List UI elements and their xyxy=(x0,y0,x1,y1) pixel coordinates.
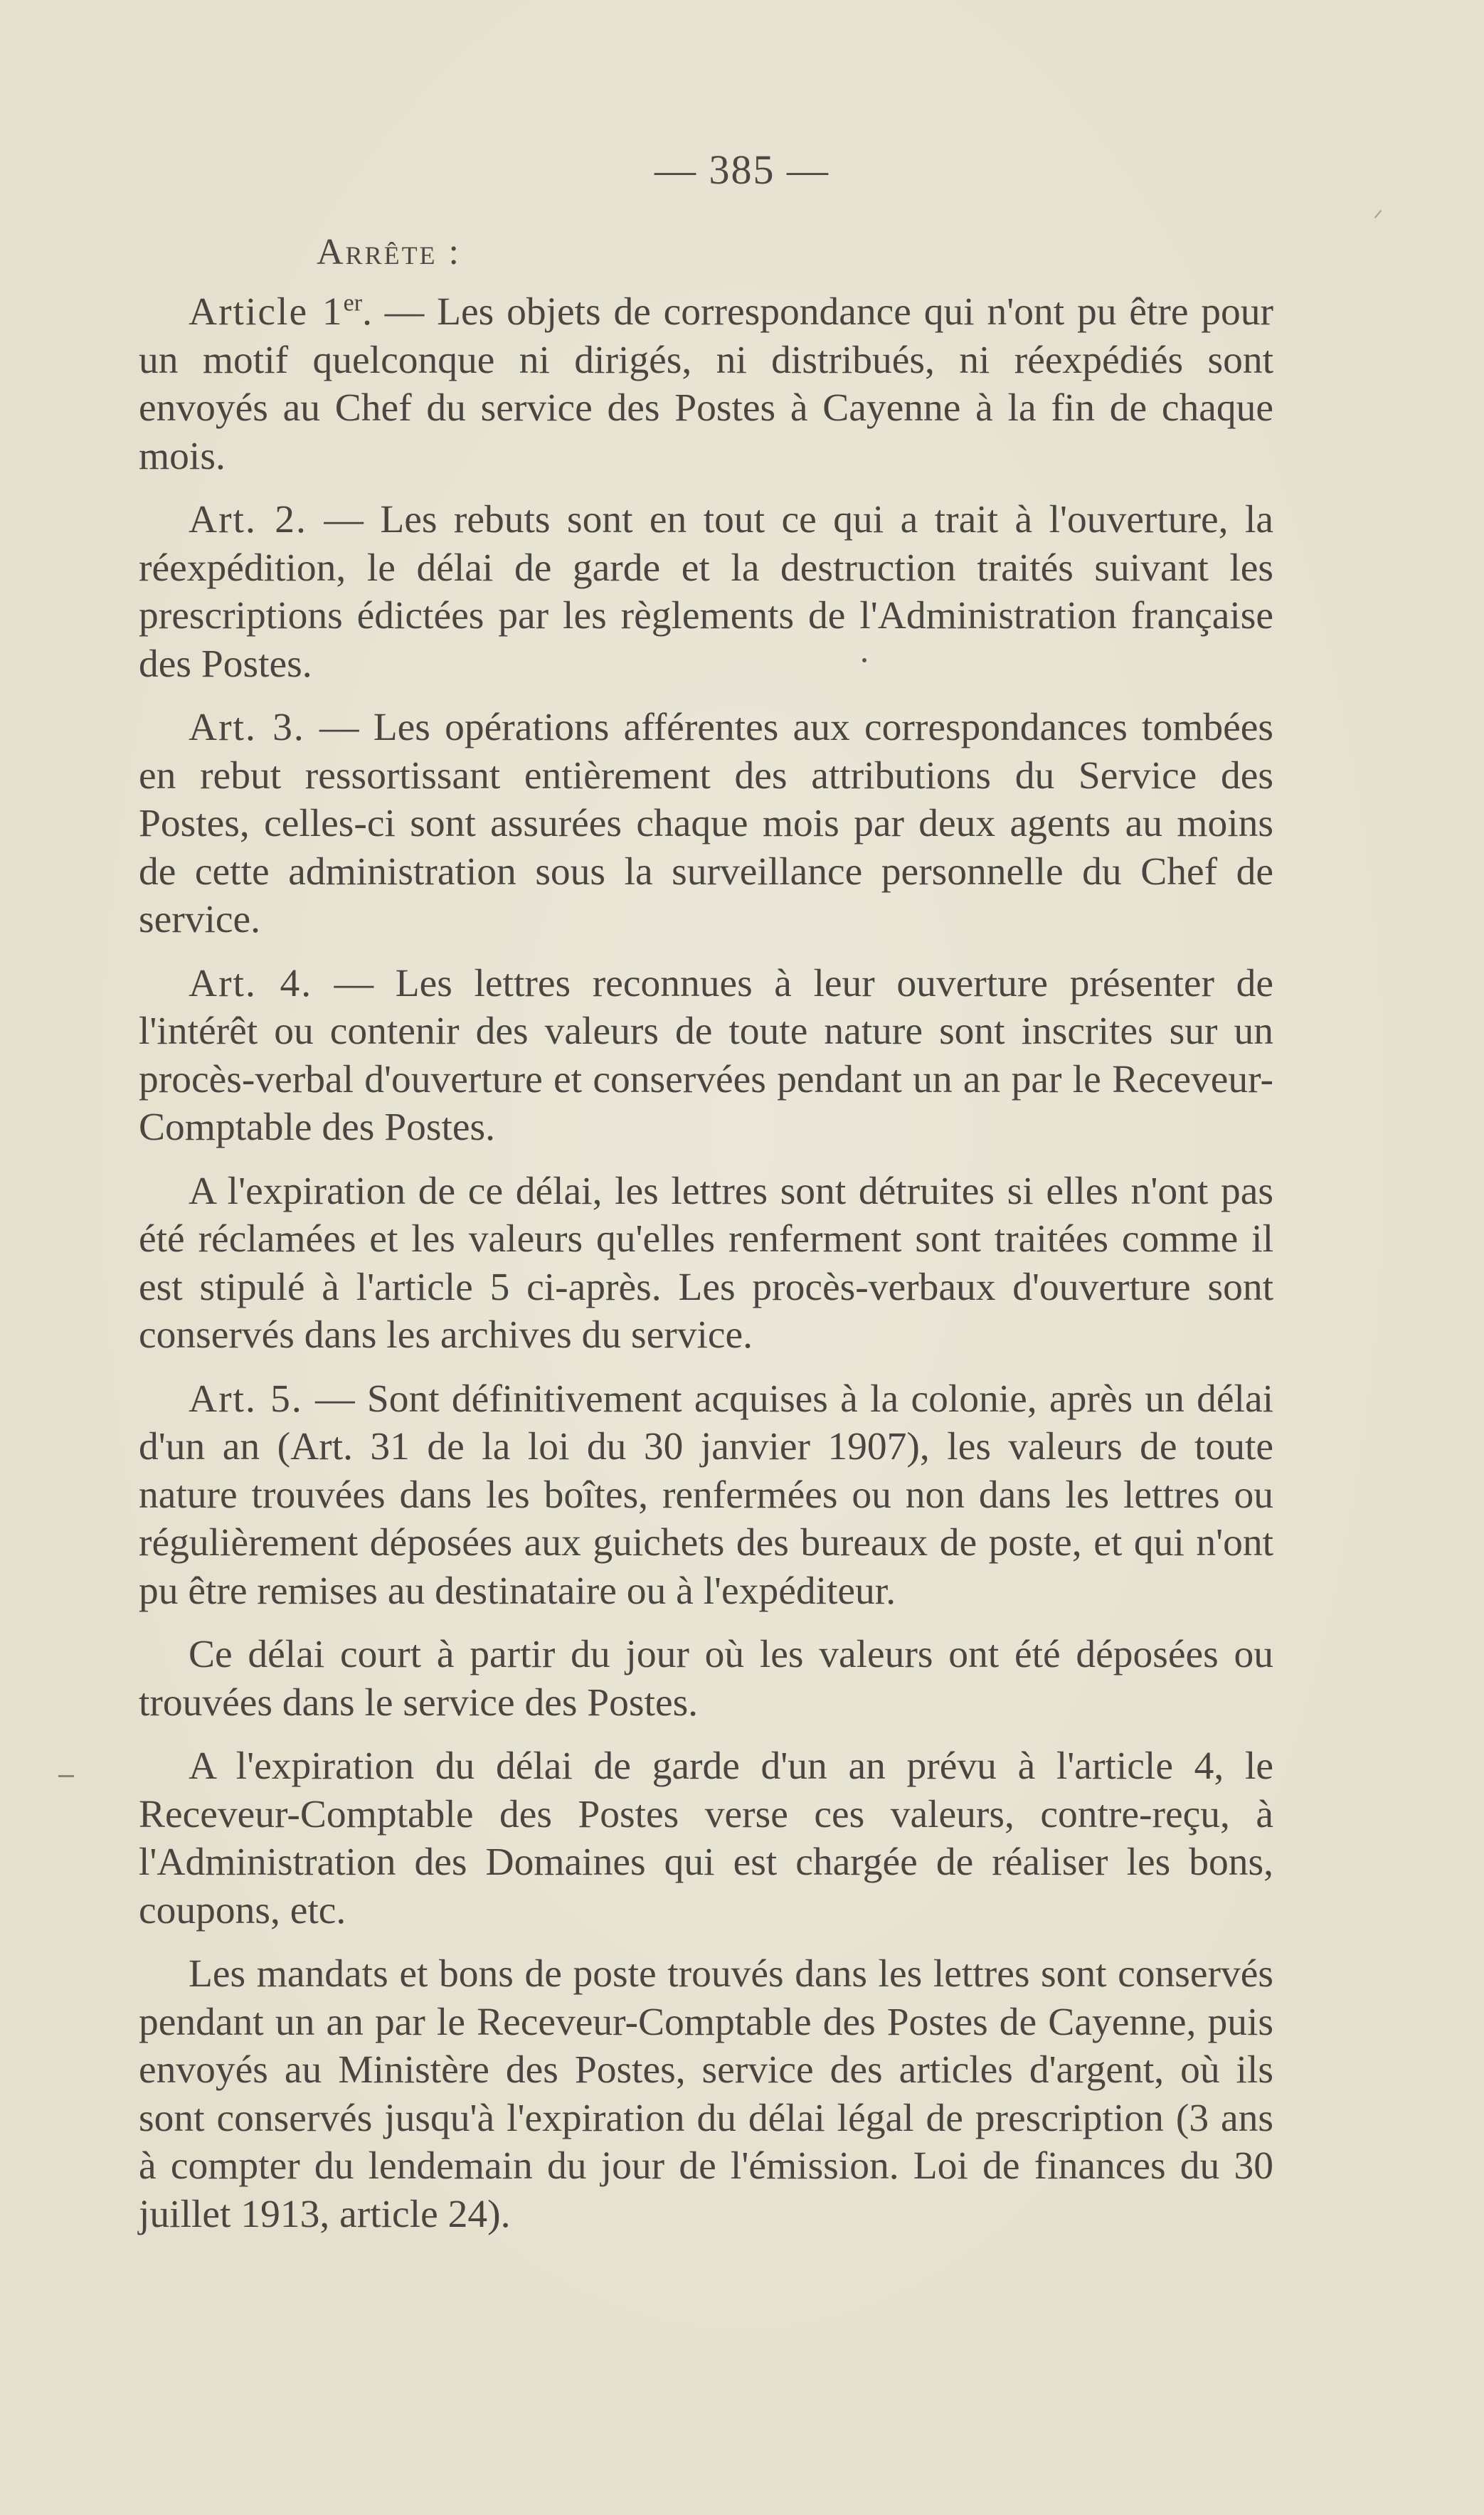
margin-mark xyxy=(58,1775,74,1777)
article-4-text: — Les lettres reconnues à leur ouverture présenter de l'intérêt ou contenir des valeurs de toute nature sont inscrites sur un procès-verbal d'ouverture et conservées pendant un an par le Receveur-Comptable des Postes. xyxy=(139,961,1273,1149)
paragraph-article-5-expiration xyxy=(139,1742,1273,1934)
article-1-superscript: er xyxy=(343,290,363,317)
article-5-delay-text: Ce délai court à partir du jour où les valeurs ont été déposées ou trouvées dans le service des Postes. xyxy=(139,1633,1273,1725)
article-2-label: Art. 2. xyxy=(189,498,307,541)
article-2-text: — Les rebuts sont en tout ce qui a trait à l'ouverture, la réexpédition, le délai de garde et la destruction traités suivant les prescriptions édictées par les règlements de l'Administration française des Postes. xyxy=(139,498,1274,686)
article-5-text: — Sont définitivement acquises à la colonie, après un délai d'un an (Art. 31 de la loi du 30 janvier 1907), les valeurs de toute nature trouvées dans les boîtes, renfermées ou non dans les lettres ou régulièrement déposées aux guichets des bureaux de poste, et qui n'ont pu être remises au destinataire ou à l'expéditeur. xyxy=(139,1377,1274,1613)
page-number: — 385 — xyxy=(654,147,830,193)
article-3-text: — Les opérations afférentes aux correspondances tombées en rebut ressortissant entièrement des attributions du Service des Postes, celles-ci sont assurées chaque mois par deux agents au moins de cette administration sous la surveillance personnelle du Chef de service. xyxy=(139,706,1274,941)
paragraph-article-2 xyxy=(139,496,1273,688)
section-heading: Arrête : xyxy=(317,232,461,272)
article-5-expiration-text: A l'expiration du délai de garde d'un an prévu à l'article 4, le Receveur-Comptable des Postes verse ces valeurs, contre-reçu, à l'Administration des Domaines qui est chargée de réaliser les bons, coupons, etc. xyxy=(139,1744,1273,1932)
paragraph-article-5-mandats xyxy=(139,1950,1273,2238)
article-5-label: Art. 5. xyxy=(189,1377,303,1421)
paragraph-article-3 xyxy=(139,704,1273,944)
paragraph-article-5 xyxy=(139,1375,1273,1616)
paper-scratch xyxy=(1374,210,1382,218)
article-3-label: Art. 3. xyxy=(189,706,305,749)
article-4-continued-text: A l'expiration de ce délai, les lettres sont détruites si elles n'ont pas été réclamées et les valeurs qu'elles renferment sont traitées comme il est stipulé à l'article 5 ci-après. Les procès-verbaux d'ouverture sont conservés dans les archives du service. xyxy=(139,1169,1273,1357)
paragraph-article-4-continued xyxy=(139,1168,1273,1360)
paragraph-article-5-delay xyxy=(139,1631,1273,1727)
body-text xyxy=(139,288,1273,2254)
article-5-mandats-text: Les mandats et bons de poste trouvés dans les lettres sont conservés pendant un an par le Receveur-Comptable des Postes de Cayenne, puis envoyés au Ministère des Postes, service des articles d'argent, où ils sont conservés jusqu'à l'expiration du délai légal de prescription (3 ans à compter du lendemain du jour de l'émission. Loi de finances du 30 juillet 1913, article 24). xyxy=(139,1952,1273,2236)
article-1-label: Article 1 xyxy=(189,290,344,334)
paragraph-article-4 xyxy=(139,960,1273,1152)
paper-speck xyxy=(862,658,866,662)
article-4-label: Art. 4. xyxy=(189,961,313,1005)
article-1-text: . — Les objets de correspondance qui n'ont pu être pour un motif quelconque ni dirigés, ni distribués, ni réexpédiés sont envoyés au Chef du service des Postes à Cayenne à la fin de chaque mois. xyxy=(139,290,1274,478)
paragraph-article-1 xyxy=(139,288,1273,480)
